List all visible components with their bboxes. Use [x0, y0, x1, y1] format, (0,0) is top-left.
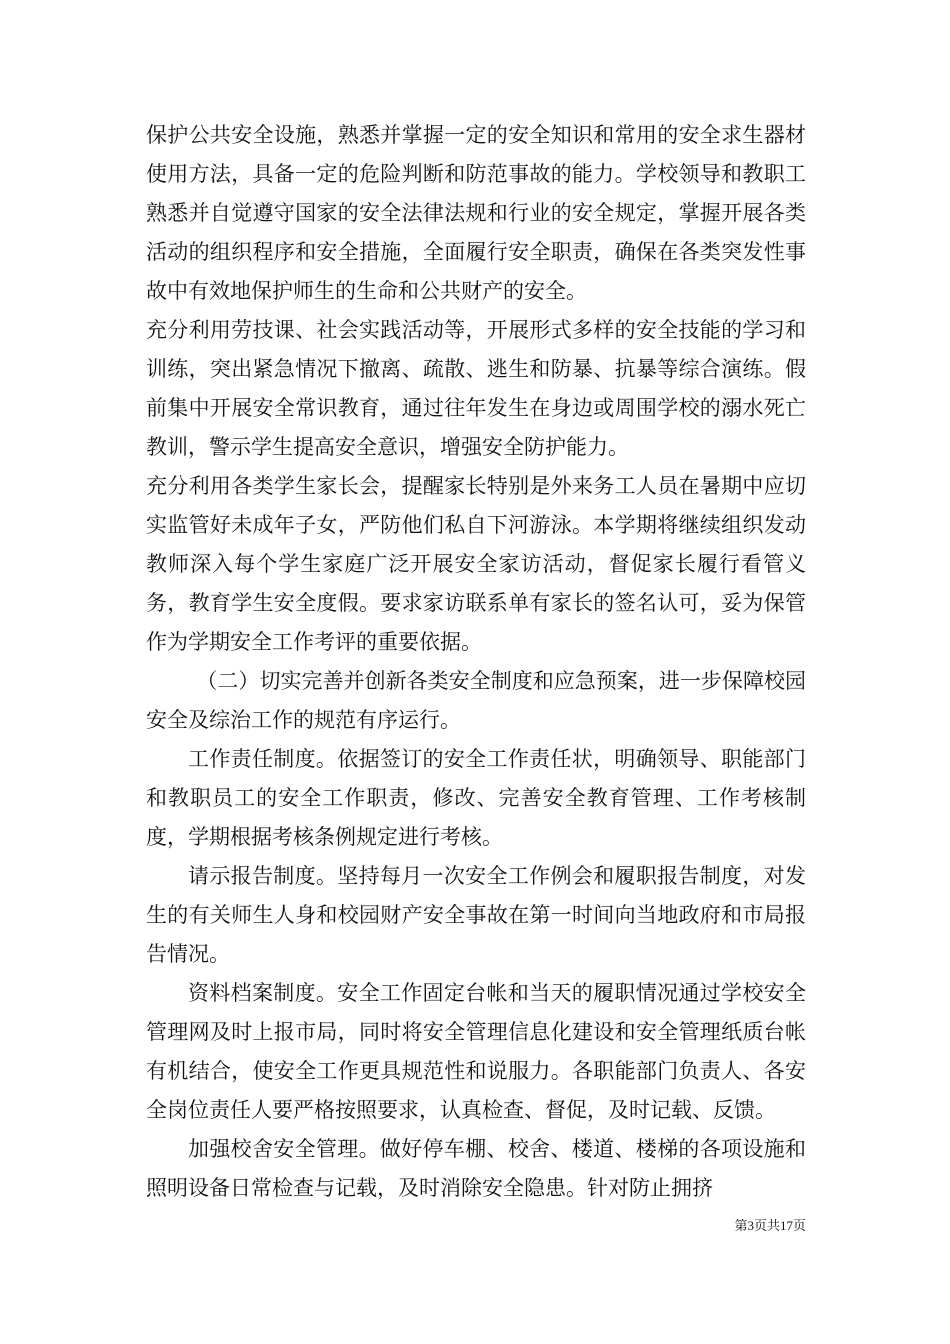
document-body: [146, 116, 806, 1208]
paragraph-building-safety: 加强校舍安全管理。做好停车棚、校舍、楼道、楼梯的各项设施和照明设备日常检查与记载，及时消除安全隐患。针对防止拥挤: [146, 1137, 806, 1200]
paragraph-reporting-system: 请示报告制度。坚持每月一次安全工作例会和履职报告制度，对发生的有关师生人身和校园财产安全事故在第一时间向当地政府和市局报告情况。: [146, 864, 806, 966]
page-number-footer: [0, 1218, 806, 1235]
section-heading-safety-systems: （二）切实完善并创新各类安全制度和应急预案，进一步保障校园安全及综治工作的规范有序运行。: [146, 669, 806, 732]
paragraph-safety-knowledge: 保护公共安全设施，熟悉并掌握一定的安全知识和常用的安全求生器材使用方法，具备一定的危险判断和防范事故的能力。学校领导和教职工熟悉并自觉遵守国家的安全法律法规和行业的安全规定，掌握开展各类活动的组织程序和安全措施，全面履行安全职责，确保在各类突发性事故中有效地保护师生的生命和公共财产的安全。: [146, 123, 806, 303]
total-pages-number: 17: [779, 1218, 793, 1233]
footer-prefix: 第: [734, 1219, 748, 1234]
paragraph-archive-system: 资料档案制度。安全工作固定台帐和当天的履职情况通过学校安全管理网及时上报市局，同时将安全管理信息化建设和安全管理纸质台帐有机结合，使安全工作更具规范性和说服力。各职能部门负责人、各安全岗位责任人要严格按照要求，认真检查、督促，及时记载、反馈。: [146, 981, 806, 1122]
current-page-number: 3: [747, 1218, 754, 1233]
footer-middle: 页共: [753, 1219, 780, 1234]
paragraph-work-responsibility: 工作责任制度。依据签订的安全工作责任状，明确领导、职能部门和教职员工的安全工作职责，修改、完善安全教育管理、工作考核制度，学期根据考核条例规定进行考核。: [146, 747, 806, 849]
footer-suffix: 页: [792, 1219, 806, 1234]
paragraph-skills-training: 充分利用劳技课、社会实践活动等，开展形式多样的安全技能的学习和训练，突出紧急情况下撤离、疏散、逃生和防暴、抗暴等综合演练。假前集中开展安全常识教育，通过往年发生在身边或周围学校的溺水死亡教训，警示学生提高安全意识，增强安全防护能力。: [146, 318, 806, 459]
paragraph-parent-meetings: 充分利用各类学生家长会，提醒家长特别是外来务工人员在暑期中应切实监管好未成年子女，严防他们私自下河游泳。本学期将继续组织发动教师深入每个学生家庭广泛开展安全家访活动，督促家长履行看管义务，教育学生安全度假。要求家访联系单有家长的签名认可，妥为保管作为学期安全工作考评的重要依据。: [146, 474, 806, 654]
